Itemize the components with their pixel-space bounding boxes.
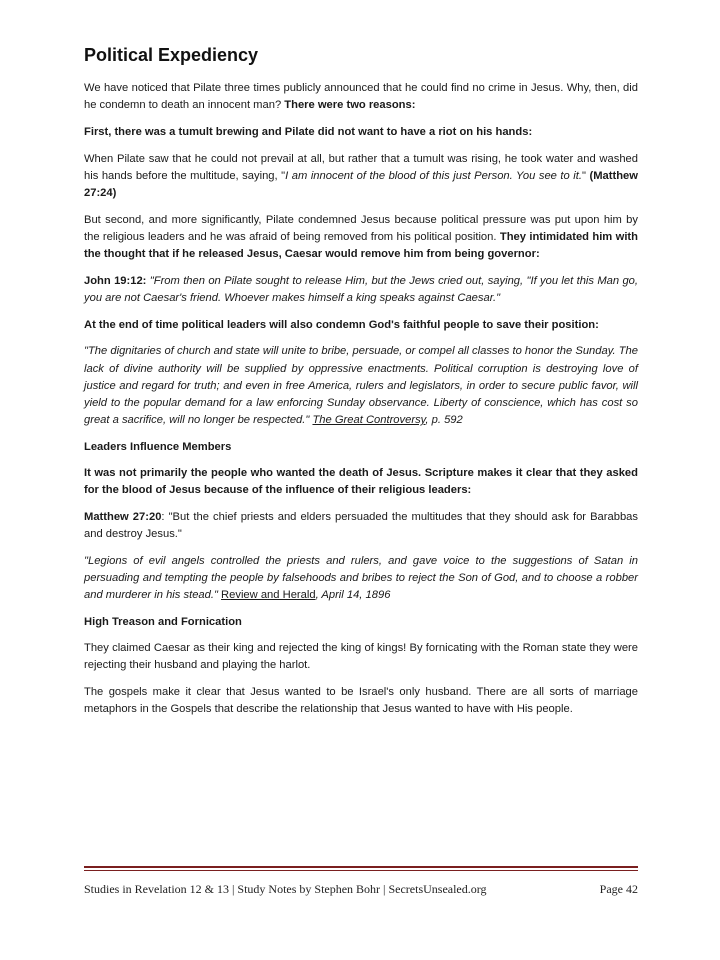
paragraph-first-reason: First, there was a tumult brewing and Pilate did not want to have a riot on his hands: — [84, 125, 533, 138]
page-content — [84, 44, 638, 728]
section-heading-treason: High Treason and Fornication — [84, 616, 242, 629]
source-link: Review and Herald — [221, 589, 316, 602]
footer-title: Studies in Revelation 12 & 13 | Study Notes by Stephen Bohr | SecretsUnsealed.org — [84, 882, 487, 896]
paragraph-gospels: The gospels make it clear that Jesus wanted to be Israel's only husband. There are all sorts of marriage metaphors in the Gospels that describe the relationship that Jesus wanted to have with His people. — [84, 686, 638, 716]
paragraph-second-reason: But second, and more significantly, Pilate condemned Jesus because political pressure was put upon him by the religious leaders and he was afraid of being removed from his political position. They intimidated him with the thought that if he released Jesus, Caesar would remove him from being governor: — [84, 213, 638, 261]
section-heading-leaders: Leaders Influence Members — [84, 440, 232, 453]
paragraph-leaders: It was not primarily the people who wanted the death of Jesus. Scripture makes it clear that they asked for the blood of Jesus because of the influence of their religious leaders: — [84, 467, 638, 497]
footer-rule — [84, 866, 638, 868]
paragraph-tumult: When Pilate saw that he could not prevail at all, but rather that a tumult was rising, he took water and washed his hands before the multitude, saying, "I am innocent of the blood of this just Person. You see to it." (Matthew 27:24) — [84, 152, 638, 200]
paragraph-caesar: They claimed Caesar as their king and rejected the king of kings! By fornicating with the Roman state they were rejecting their husband and playing the harlot. — [84, 642, 638, 672]
page-footer — [84, 882, 638, 897]
paragraph-matthew-quote: Matthew 27:20: "But the chief priests and elders persuaded the multitudes that they should ask for Barabbas and destroy Jesus." — [84, 511, 638, 541]
page-number: Page 42 — [599, 882, 638, 896]
paragraph-great-controversy-quote: "The dignitaries of church and state will unite to bribe, persuade, or compel all classes to honor the Sunday. The lack of divine authority will be supplied by oppressive enactments. Political corruption is destroying love of justice and regard for truth; and even in free America, rulers and legislators, in order to secure public favor, will yield to the popular demand for a law enforcing Sunday observance. Liberty of conscience, which has cost so great a sacrifice, will no longer be respected." The Great Controversy, p. 592 — [84, 345, 638, 427]
paragraph-intro: We have noticed that Pilate three times publicly announced that he could find no crime in Jesus. Why, then, did he condemn to death an innocent man? There were two reasons: — [84, 82, 638, 112]
footer-rule-thin — [84, 870, 638, 871]
source-link: The Great Controversy — [312, 414, 426, 427]
paragraph-john-quote: John 19:12: "From then on Pilate sought to release Him, but the Jews cried out, saying, "If you let this Man go, you are not Caesar's friend. Whoever makes himself a king speaks against Caesar." — [84, 274, 639, 305]
page-title: Political Expediency — [84, 45, 259, 65]
paragraph-review-herald-quote: "Legions of evil angels controlled the priests and rulers, and gave voice to the suggestions of Satan in persuading and tempting the people by falsehoods and bribes to reject the Son of God, and to choose a robber and murderer in his stead." Review and Herald, April 14, 1896 — [84, 554, 638, 602]
paragraph-end-of-time: At the end of time political leaders will also condemn God's faithful people to save their position: — [84, 318, 599, 331]
